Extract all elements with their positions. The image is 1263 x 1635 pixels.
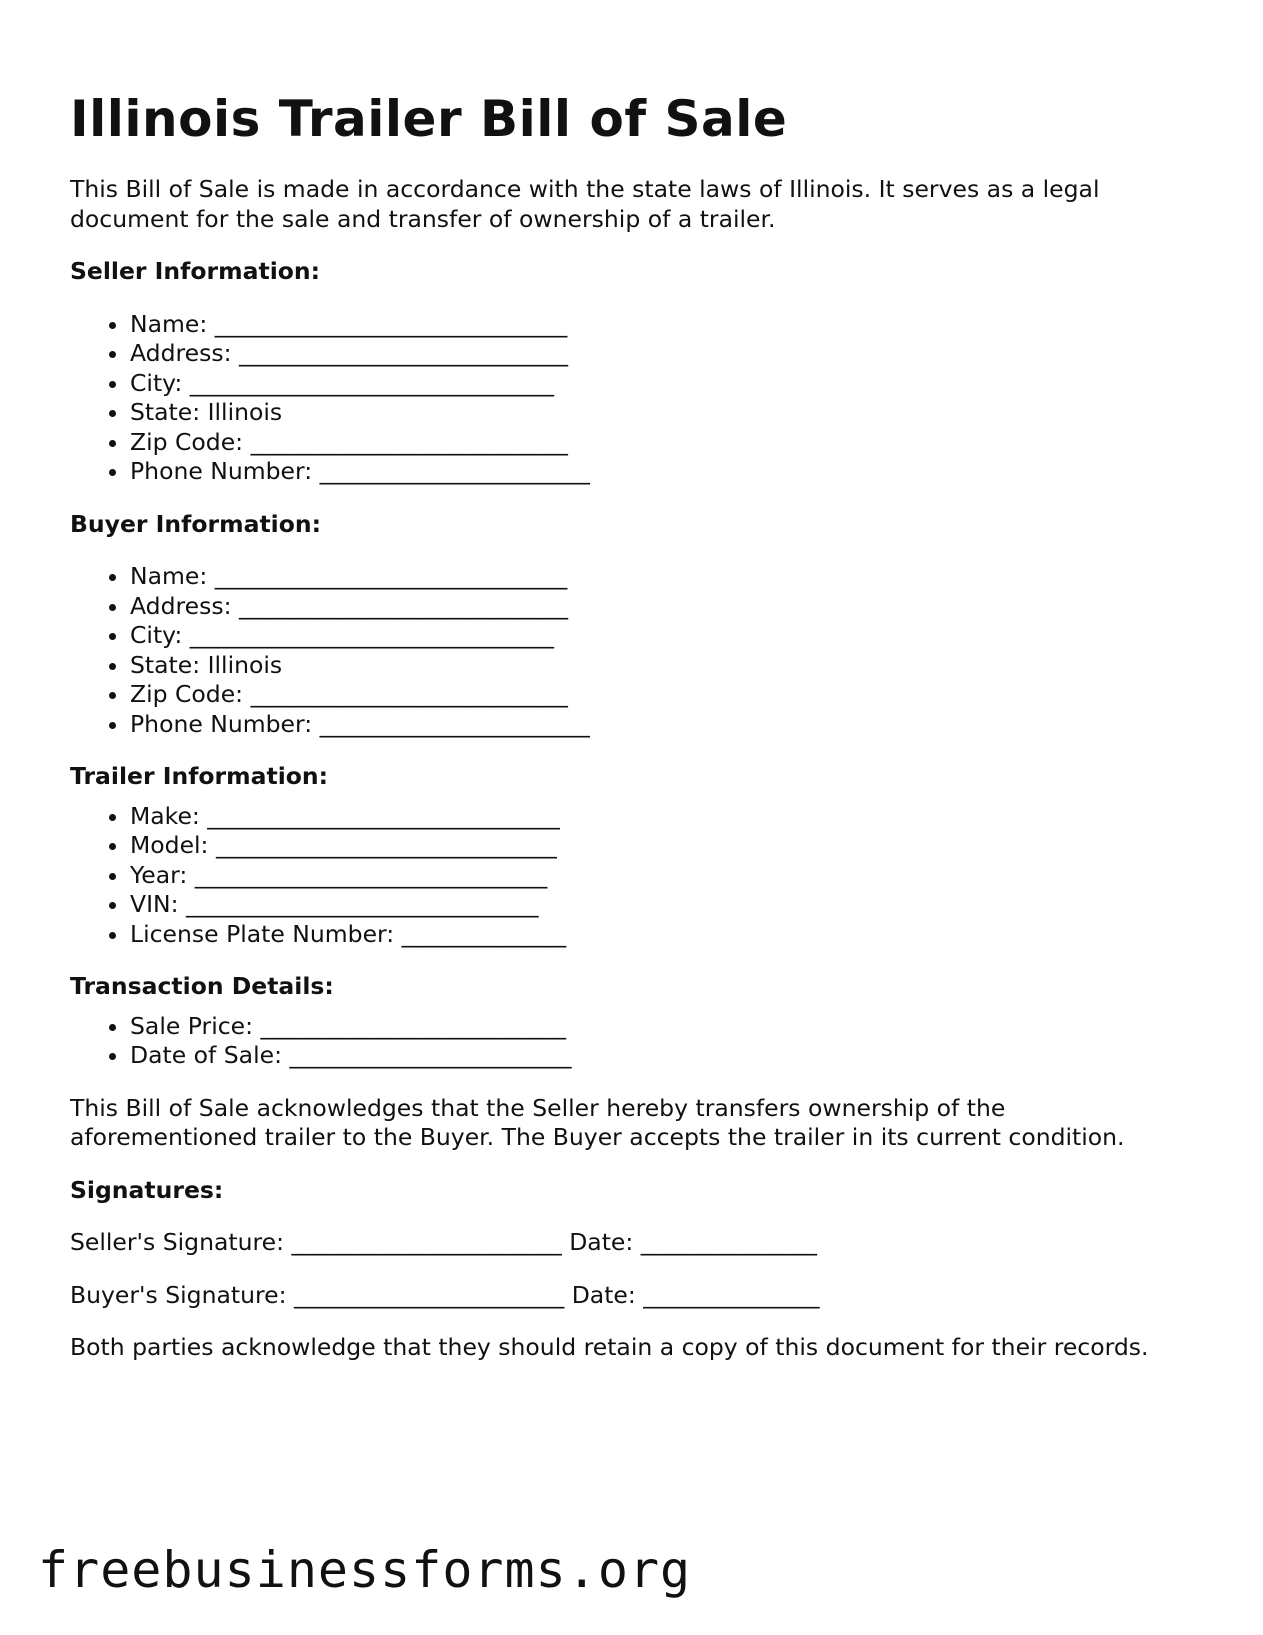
- buyer-phone-item: • Phone Number: _______________________: [130, 710, 1200, 740]
- acknowledgement-paragraph: This Bill of Sale acknowledges that the Seller hereby transfers ownership of the aforementioned trailer to the Buyer. The Buyer accepts the trailer in its current condition.: [70, 1093, 1125, 1151]
- seller-state-item: • State: Illinois: [130, 398, 1200, 428]
- document-title: Illinois Trailer Bill of Sale: [70, 90, 788, 148]
- seller-heading: Seller Information:: [70, 257, 321, 285]
- date-of-sale-item: • Date of Sale: ________________________: [130, 1041, 1200, 1071]
- buyer-state-item: • State: Illinois: [130, 651, 1200, 681]
- trailer-model-item: • Model: _____________________________: [130, 831, 1200, 861]
- buyer-heading: Buyer Information:: [70, 509, 322, 538]
- seller-list: [70, 310, 1200, 487]
- trailer-make-item: • Make: ______________________________: [130, 802, 1200, 832]
- buyer-name-item: • Name: ______________________________: [130, 562, 1200, 592]
- seller-address-item: • Address: ____________________________: [130, 339, 1200, 369]
- watermark-text: freebusinessforms.org: [38, 1541, 692, 1599]
- seller-city-item: • City: _______________________________: [130, 369, 1200, 399]
- seller-phone-item: • Phone Number: _______________________: [130, 457, 1200, 487]
- seller-zip-item: • Zip Code: ___________________________: [130, 428, 1200, 458]
- trailer-list: [70, 802, 1200, 950]
- closing-paragraph: Both parties acknowledge that they should retain a copy of this document for their records.: [70, 1333, 1149, 1361]
- seller-signature-line: Seller's Signature: _______________________ Date: _______________: [70, 1228, 818, 1256]
- trailer-heading: Trailer Information:: [70, 762, 329, 790]
- sale-price-item: • Sale Price: __________________________: [130, 1012, 1200, 1042]
- trailer-vin-item: • VIN: ______________________________: [130, 890, 1200, 920]
- buyer-list: [70, 562, 1200, 739]
- trailer-plate-item: • License Plate Number: ______________: [130, 920, 1200, 950]
- intro-paragraph: This Bill of Sale is made in accordance with the state laws of Illinois. It serves as a legal document for the sale and transfer of ownership of a trailer.: [70, 175, 1100, 233]
- buyer-city-item: • City: _______________________________: [130, 621, 1200, 651]
- buyer-signature-line: Buyer's Signature: _______________________ Date: _______________: [70, 1280, 820, 1309]
- transaction-list: [70, 1012, 1200, 1071]
- seller-name-item: • Name: ______________________________: [130, 310, 1200, 340]
- buyer-address-item: • Address: ____________________________: [130, 592, 1200, 622]
- buyer-zip-item: • Zip Code: ___________________________: [130, 680, 1200, 710]
- transaction-heading: Transaction Details:: [70, 972, 334, 1000]
- document-page: [70, 86, 1200, 1363]
- trailer-year-item: • Year: ______________________________: [130, 861, 1200, 891]
- signatures-heading: Signatures:: [70, 1175, 224, 1204]
